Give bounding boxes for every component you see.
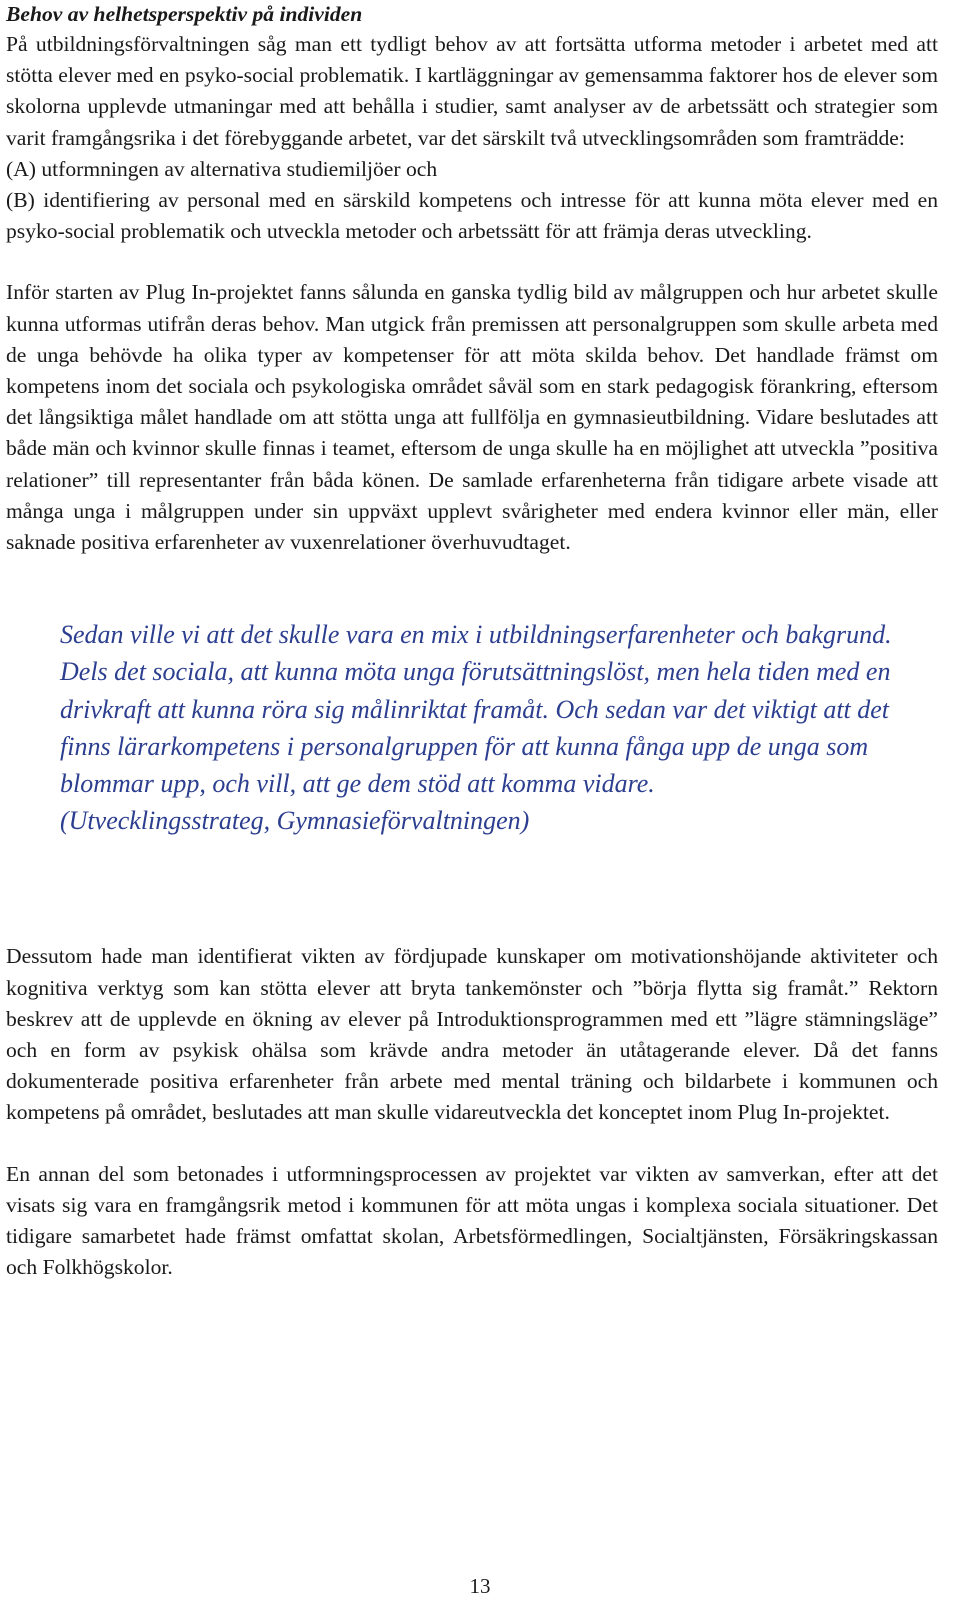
list-item-a: (A) utformningen av alternativa studiemiljöer och (6, 156, 438, 181)
interview-quote (60, 616, 900, 839)
paragraph-plug-in-start: Inför starten av Plug In-projektet fanns sålunda en ganska tydlig bild av målgruppen och hur arbetet skulle kunna utformas utifrån deras behov. Man utgick från premissen att personalgruppen som skulle arbeta med de unga behövde ha olika typer av kompetenser för att möta skilda behov. Det handlade främst om kompetens inom det sociala och psykologiska området såväl som en stark pedagogisk förankring, eftersom det långsiktiga målet handlade om att stötta unga att fullfölja en gymnasieutbildning. Vidare beslutades att både män och kvinnor skulle finnas i teamet, eftersom de unga skulle ha en möjlighet att utveckla ”positiva relationer” till representanter från båda könen. De samlade erfarenheterna från tidigare arbete visade att många unga i målgruppen under sin uppväxt upplevt svårigheter med endera kvinnor eller män, eller saknade positiva erfarenheter av vuxenrelationer överhuvudtaget. (6, 280, 938, 555)
section-heading: Behov av helhetsperspektiv på individen (6, 2, 363, 26)
list-item-b: (B) identifiering av personal med en särskild kompetens och intresse för att kunna möta elever med en psyko-social problematik och utveckla metoder och arbetssätt för att främja deras utveckling. (6, 188, 938, 244)
page-number: 13 (469, 1574, 491, 1598)
quote-text: Sedan ville vi att det skulle vara en mix i utbildningserfarenheter och bakgrund. Dels det sociala, att kunna möta unga förutsättningslöst, men hela tiden med en drivkraft att kunna röra sig målinriktat framåt. Och sedan var det viktigt att det finns lärarkompetens i personalgruppen för att kunna fånga upp de unga som blommar upp, och vill, att ge dem stöd att komma vidare. (60, 620, 892, 799)
paragraph-collaboration: En annan del som betonades i utformningsprocessen av projektet var vikten av samverkan, efter att det visats sig vara en framgångsrik metod i kommunen för att möta ungas i komplexa sociala situationer. Det tidigare samarbetet hade främst omfattat skolan, Arbetsförmedlingen, Socialtjänsten, Försäkringskassan och Folkhögskolor. (6, 1161, 938, 1280)
document-page (6, 0, 938, 1284)
paragraph-motivation: Dessutom hade man identifierat vikten av fördjupade kunskaper om motivationshöjande aktiviteter och kognitiva verktyg som kan stötta elever att bryta tankemönster och ”börja flytta sig framåt.” Rektorn beskrev att de upplevde en ökning av elever på Introduktionsprogrammen med ett ”lägre stämningsläge” och en form av psykisk ohälsa som krävde andra metoder än utåtagerande elever. Då det fanns dokumenterade positiva erfarenheter från arbete med mental träning och bildarbete i kommunen och kompetens på området, beslutades att man skulle vidareutveckla det konceptet inom Plug In-projektet. (6, 944, 938, 1125)
paragraph-needs: På utbildningsförvaltningen såg man ett tydligt behov av att fortsätta utforma metoder i arbetet med att stötta elever med en psyko-social problematik. I kartläggningar av gemensamma faktorer hos de elever som skolorna upplevde utmaningar med att behålla i studier, samt analyser av de arbetssätt och strategier som varit framgångsrika i det förebyggande arbetet, var det särskilt två utvecklingsområden som framträdde: (6, 32, 938, 150)
quote-attribution: (Utvecklingsstrateg, Gymnasieförvaltningen) (60, 806, 530, 836)
